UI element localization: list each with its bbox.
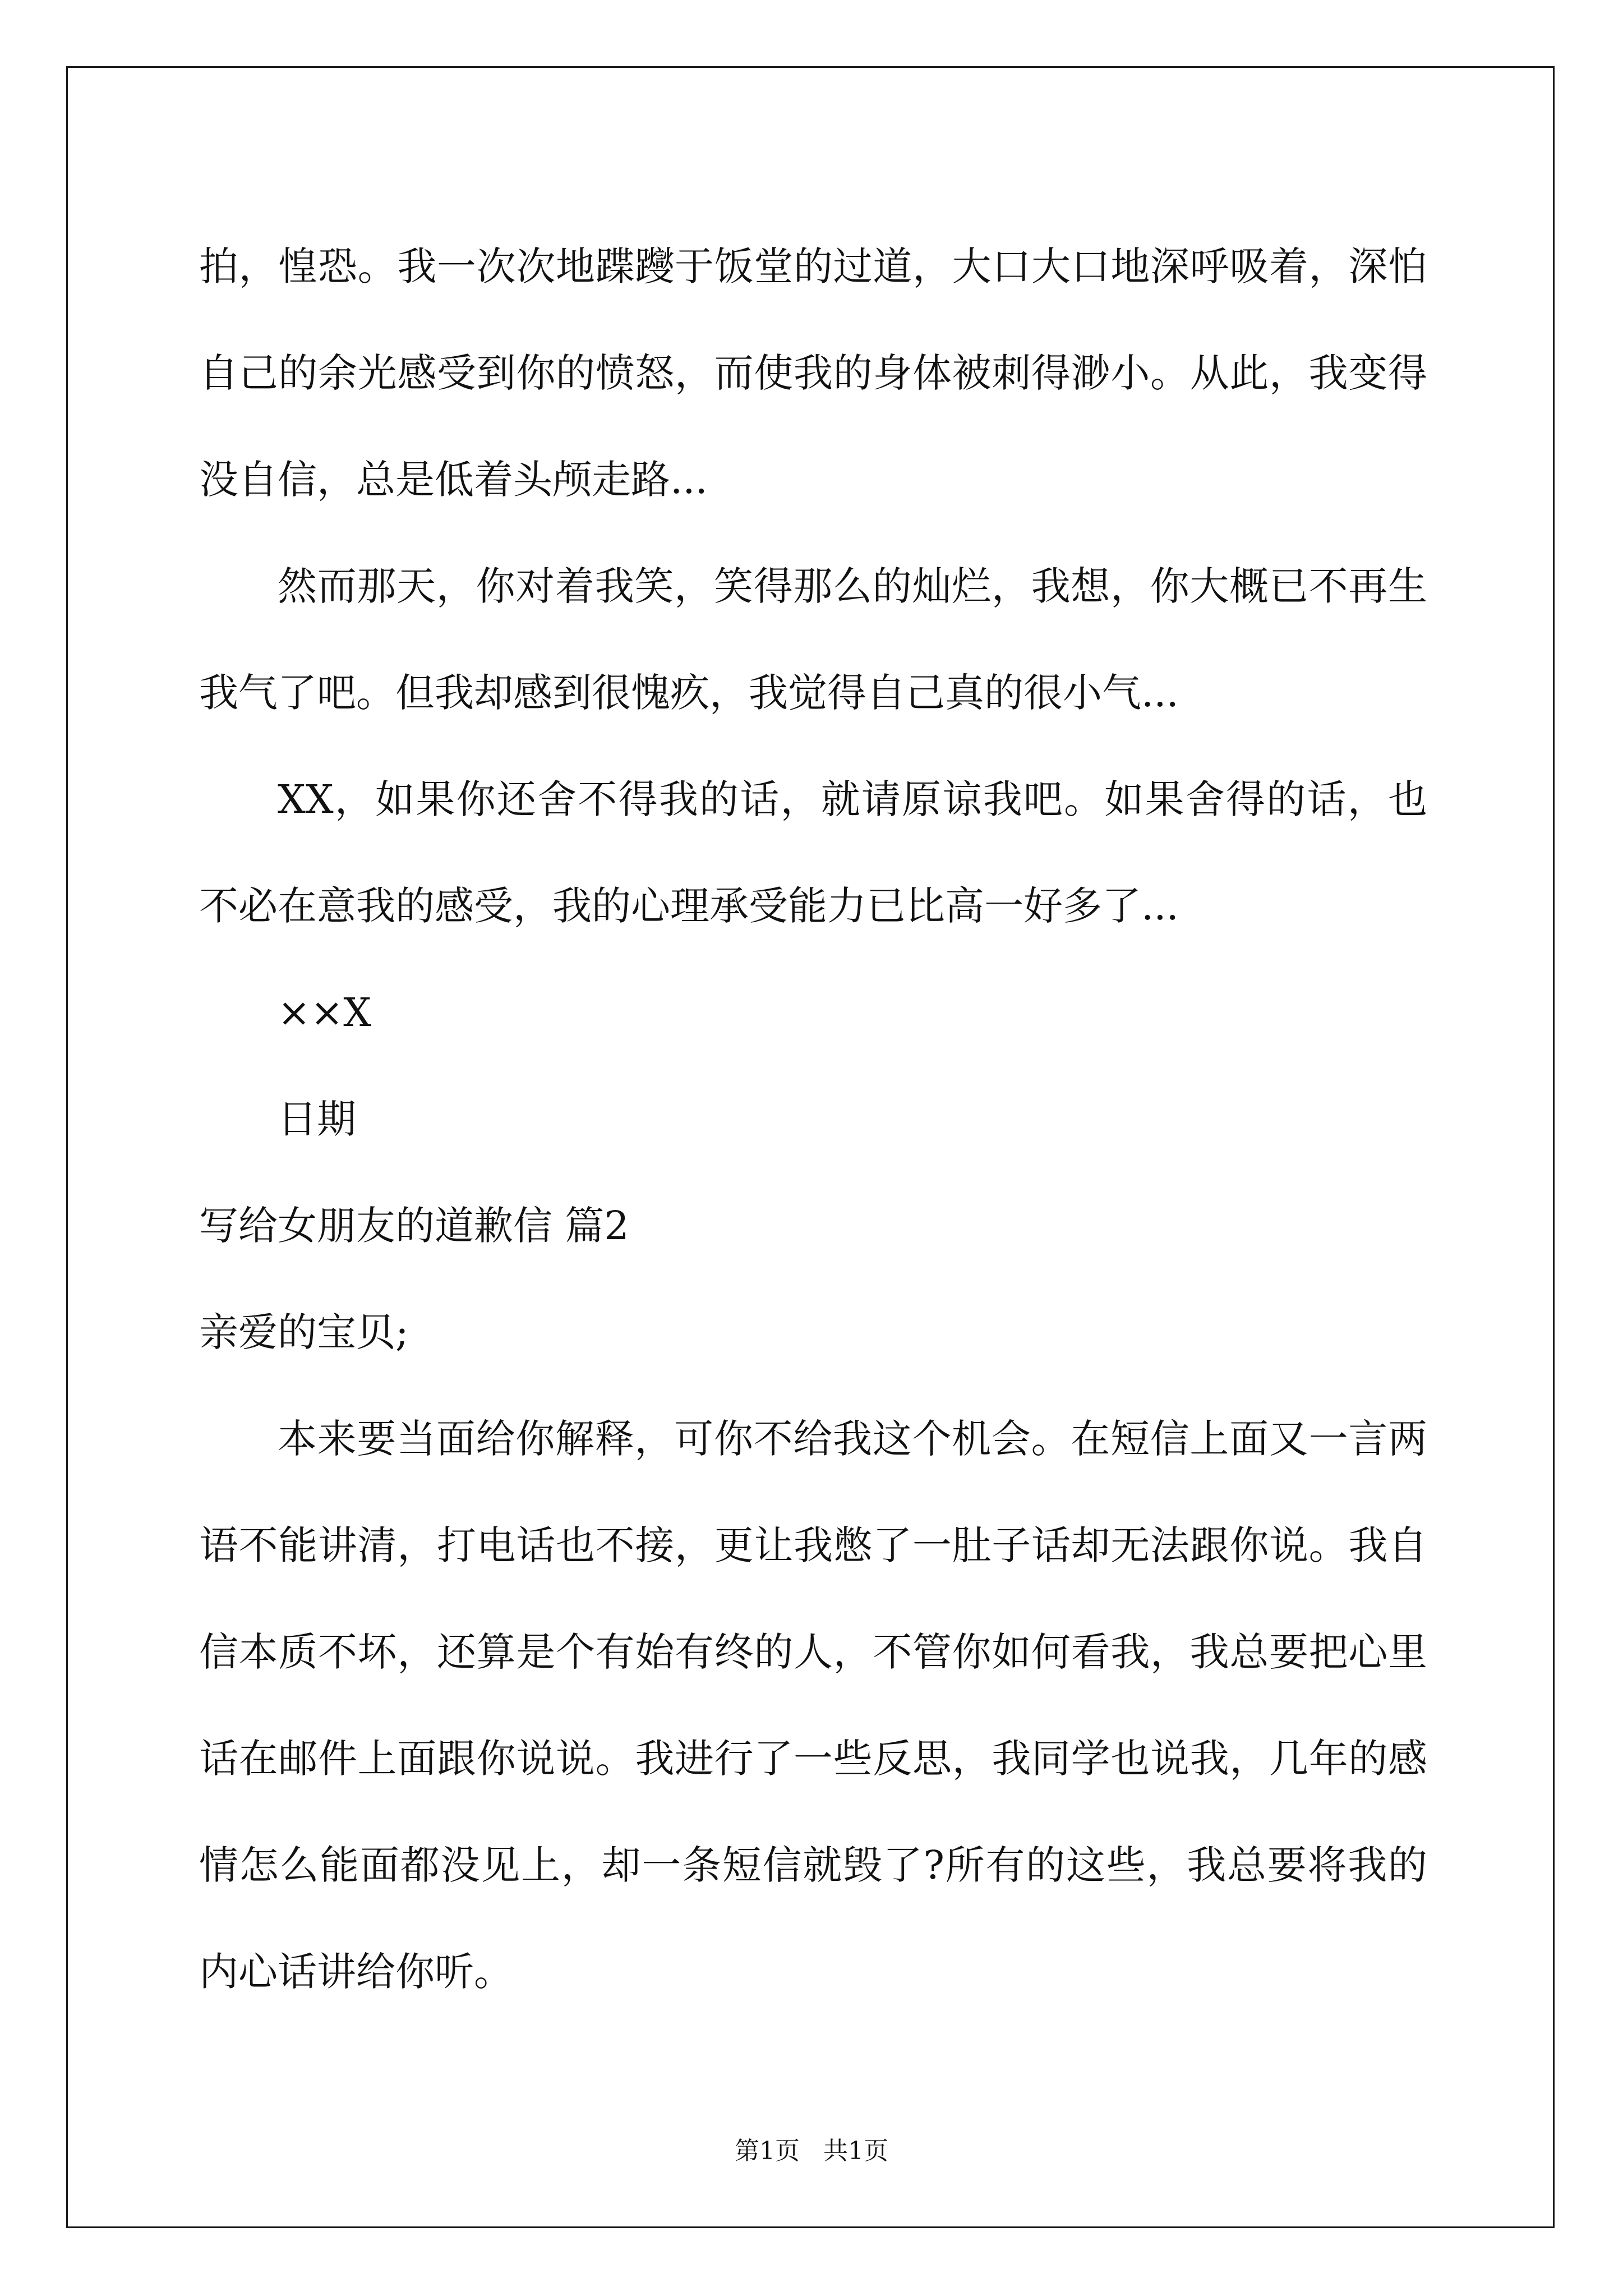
paragraph-1: 拍，惶恐。我一次次地蹀躞于饭堂的过道，大口大口地深呼吸着，深怕自己的余光感受到你的愤怒，而使我的身体被刺得渺小。从此，我变得没自信，总是低着头颅走路... [199,243,1427,503]
page-total: 共1页 [823,2137,888,2165]
salutation: 亲爱的宝贝; [199,1309,409,1355]
paragraph-body: 本来要当面给你解释，可你不给我这个机会。在短信上面又一言两语不能讲清，打电话也不接，更让我憋了一肚子话却无法跟你说。我自 信本质不坏，还算是个有始有终的人，不管你如何看我，我总要把心里话在邮件上面跟你说说。我进行了一些反思，我同学也说我，几年的感 情怎么能面都没见上，却一条短信就毁了?所有的这些，我总要将我的内心话讲给你听。 [199,1416,1427,1995]
signature: ××X [278,990,372,1036]
document-body [199,213,1427,2025]
date-line: 日期 [278,1096,356,1142]
paragraph-2: 然而那天，你对着我笑，笑得那么的灿烂，我想，你大概已不再生我气了吧。但我却感到很愧疚，我觉得自己真的很小气... [199,563,1427,716]
page-number: 第1页 [735,2137,800,2165]
page-footer [0,2134,1623,2168]
paragraph-3: XX，如果你还舍不得我的话，就请原谅我吧。如果舍得的话，也不必在意我的感受，我的心理承受能力已比高一好多了... [199,776,1427,929]
section-heading: 写给女朋友的道歉信 篇2 [199,1203,629,1249]
